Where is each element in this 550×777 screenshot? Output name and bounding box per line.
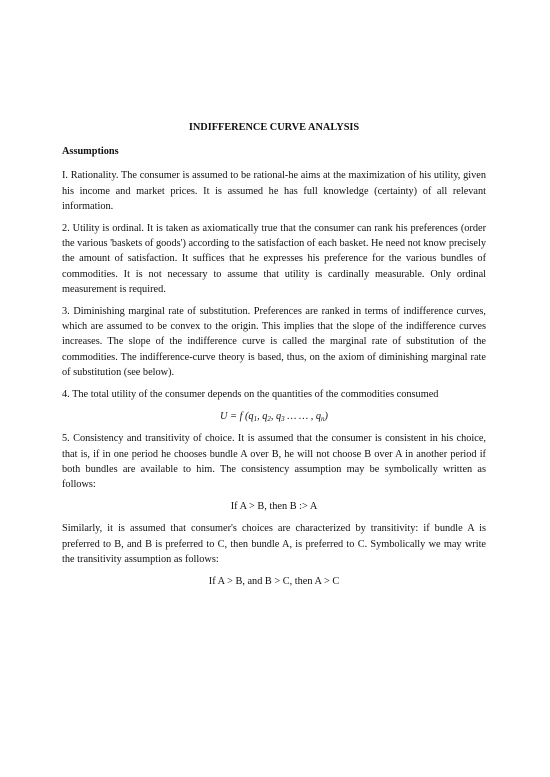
formula-subscript: 2: [267, 415, 271, 424]
paragraph-rationality: I. Rationality. The consumer is assumed to be rational-he aims at the maximization of his utility, given his income and market prices. It is assumed he has full knowledge (certainty) of all relevant information.: [62, 170, 486, 212]
formula-part: , q: [257, 411, 268, 423]
consistency-formula: If A > B, then B :> A: [230, 501, 318, 513]
formula-part: ): [324, 411, 328, 423]
formula-part: U = f (q: [220, 411, 254, 423]
formula-part: , q: [270, 411, 282, 423]
paragraph-consistency: 5. Consistency and transitivity of choice. It is assumed that the consumer is consistent in his choice, that is, if in one period he chooses bundle A over B, he will not choose B over A in another period if both bundles are available to him. The consistency assumption may be symbolically written as follows:: [62, 433, 486, 491]
paragraph-diminishing-mrs: 3. Diminishing marginal rate of substitution. Preferences are ranked in terms of indifference curves, which are assumed to be convex to the origin. This implies that the slope of the indifference curves increases. The slope of the indifference curve is called the marginal rate of substitution of the commodities. The indifference-curve theory is based, thus, on the axiom of diminishing marginal rate of substitution (see below).: [62, 306, 486, 378]
formula-subscript: 1: [253, 415, 258, 424]
paragraph-utility-ordinal: 2. Utility is ordinal. It is taken as axiomatically true that the consumer can rank his preferences (order the various 'baskets of goods') according to the satisfaction of each basket. He need not know precisely the amount of satisfaction. It suffices that he expresses his preference for the various bundles of commodities. It is not necessary to assume that utility is cardinally measurable. Only ordinal measurement is required.: [62, 223, 486, 295]
formula-subscript: n: [321, 415, 325, 424]
formula-part: … … , q: [284, 411, 322, 423]
formula-subscript: 3: [281, 415, 285, 424]
document-page: [62, 120, 486, 596]
document-title: INDIFFERENCE CURVE ANALYSIS: [188, 122, 360, 133]
transitivity-formula: If A > B, and B > C, then A > C: [208, 576, 340, 588]
utility-formula: [62, 409, 486, 427]
paragraph-total-utility: 4. The total utility of the consumer depends on the quantities of the commodities consumed: [62, 389, 439, 401]
section-heading: Assumptions: [62, 146, 119, 158]
paragraph-transitivity: Similarly, it is assumed that consumer's choices are characterized by transitivity: if bundle A is preferred to B, and B is preferred to C, then bundle A, is preferred to C. Symbolically we may write the transitivity assumption as follows:: [62, 523, 486, 565]
